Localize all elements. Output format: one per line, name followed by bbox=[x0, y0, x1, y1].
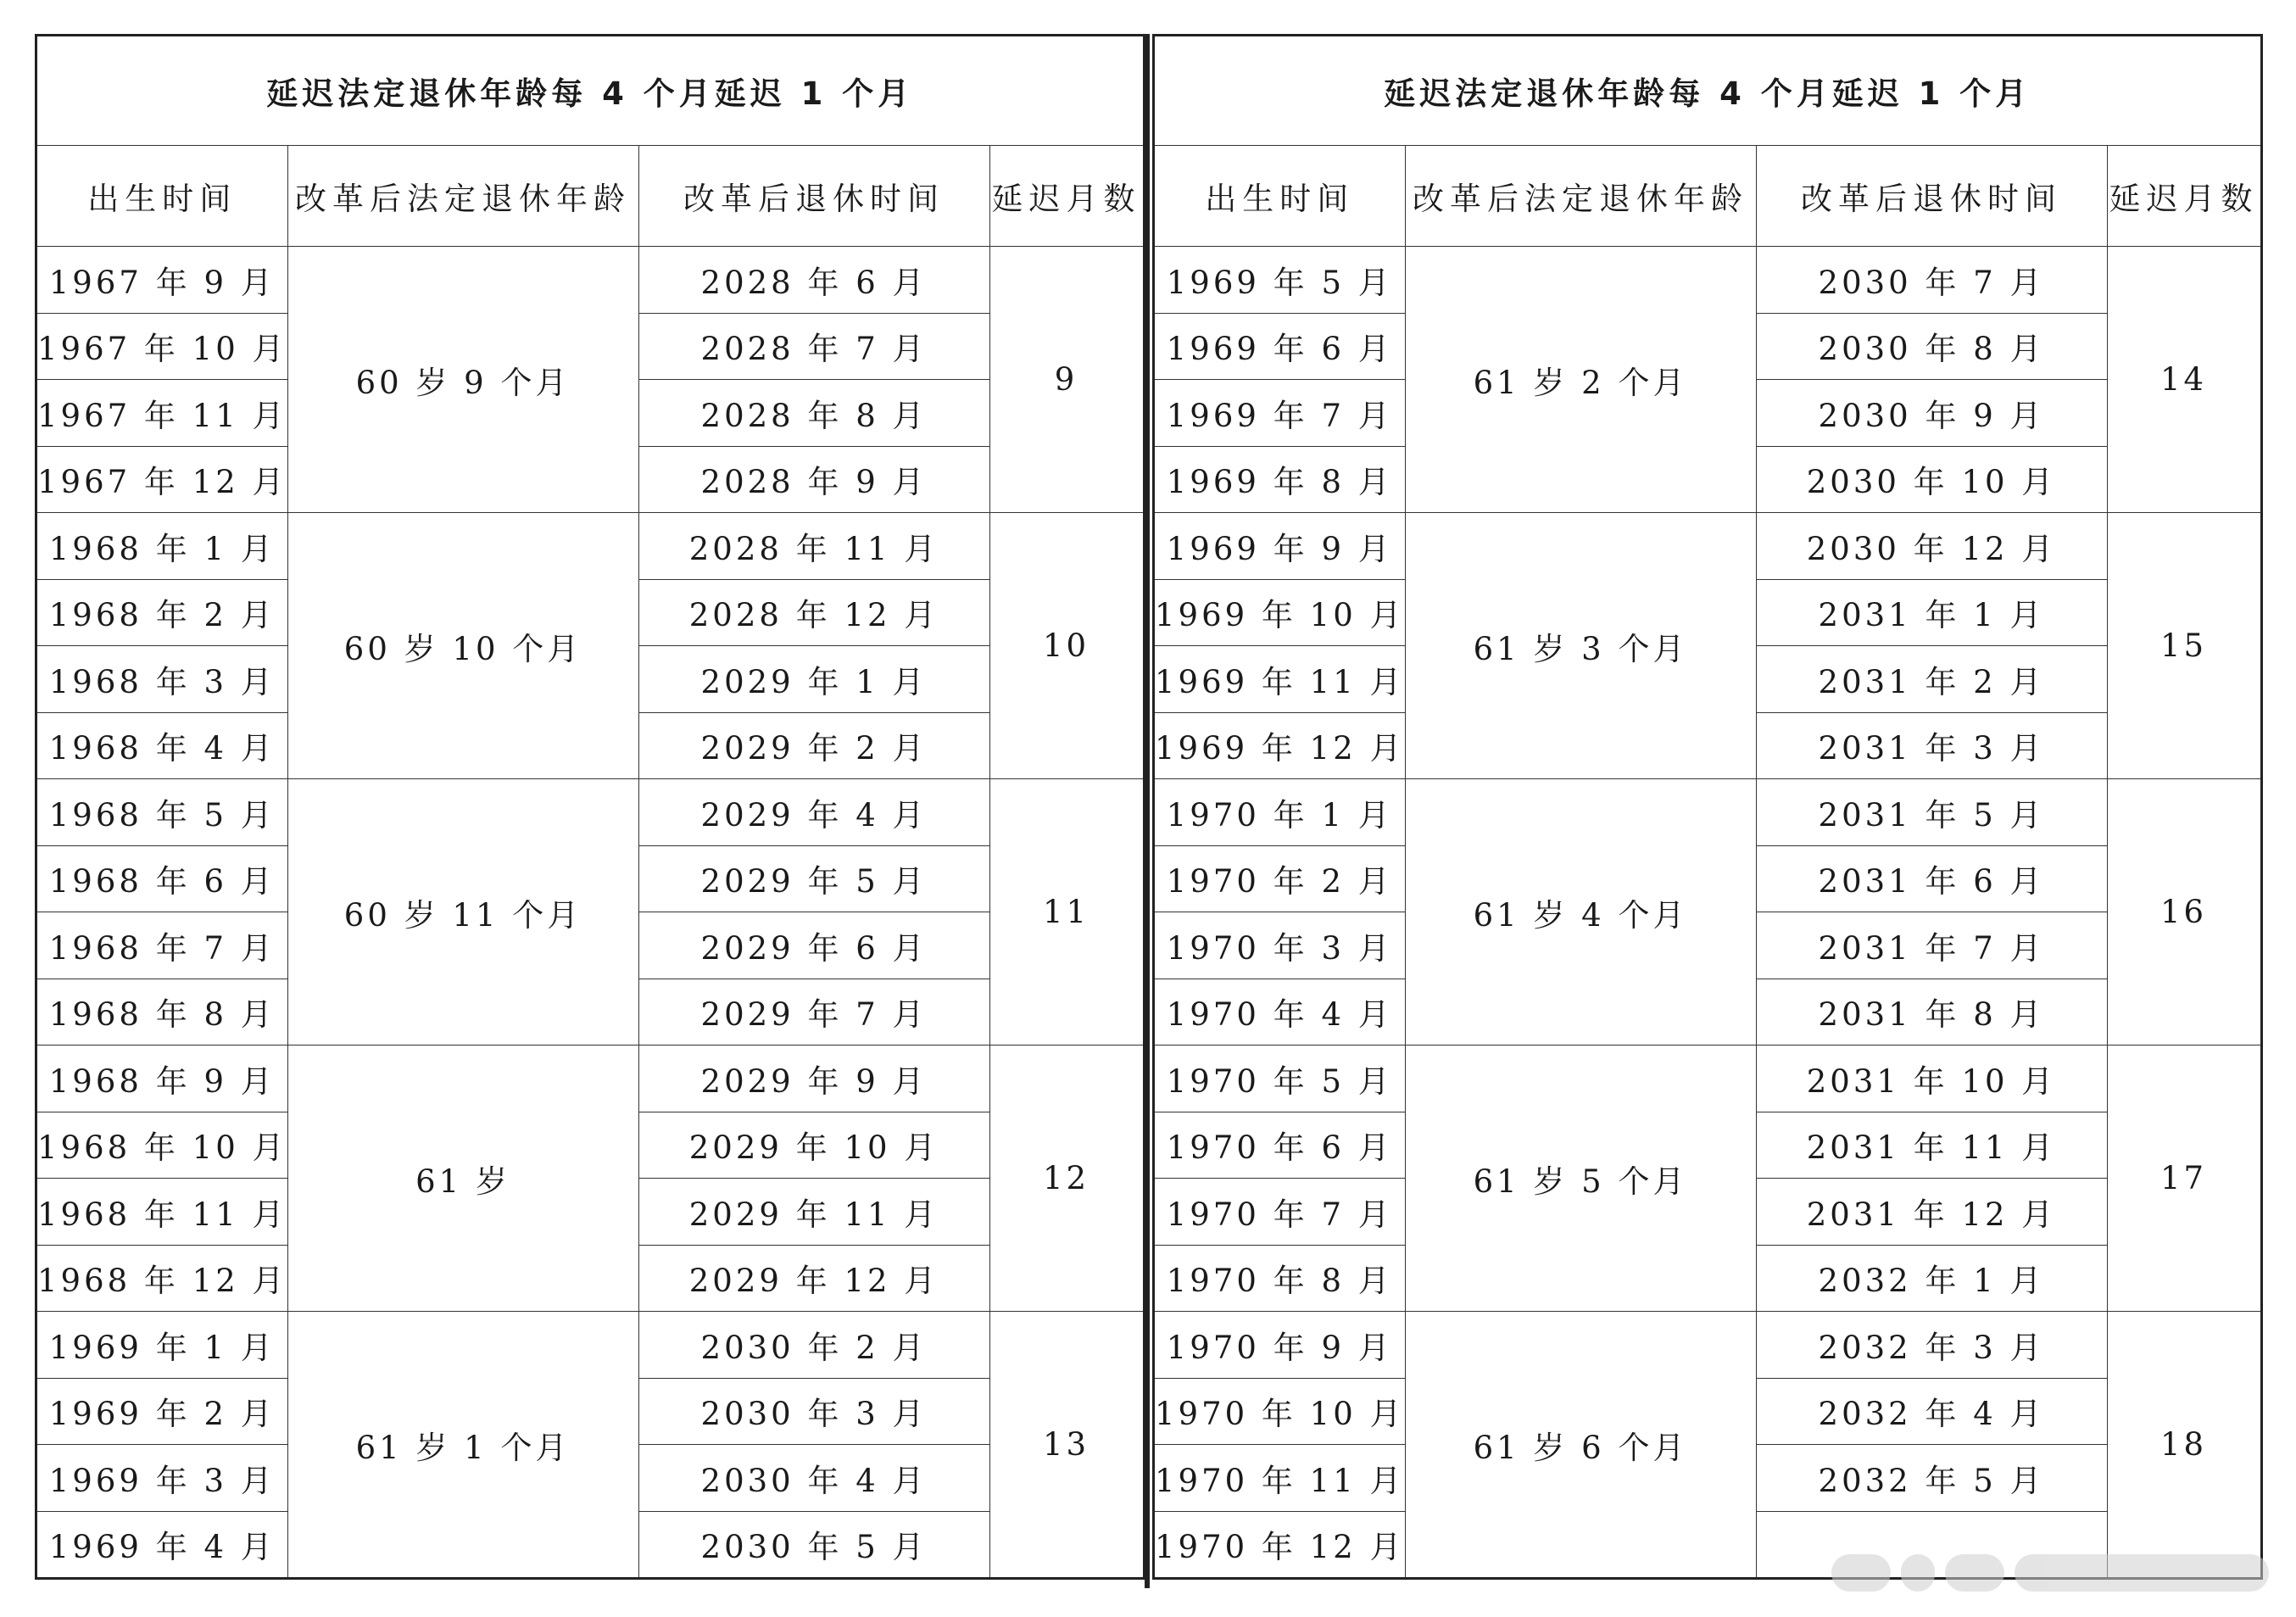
retirement-time-cell: 2029 年 7 月 bbox=[638, 979, 989, 1045]
retirement-time-cell: 2031 年 5 月 bbox=[1756, 779, 2107, 846]
retirement-age-cell: 61 岁 2 个月 bbox=[1405, 247, 1756, 513]
header-birth-time: 出生时间 bbox=[36, 146, 288, 247]
header-retirement-time: 改革后退休时间 bbox=[638, 146, 989, 247]
retirement-time-cell: 2028 年 12 月 bbox=[638, 579, 989, 646]
birth-time-cell: 1967 年 9 月 bbox=[36, 247, 288, 314]
retirement-age-cell: 61 岁 3 个月 bbox=[1405, 513, 1756, 779]
delay-months-cell: 12 bbox=[989, 1045, 1144, 1312]
retirement-time-cell: 2029 年 5 月 bbox=[638, 845, 989, 912]
birth-time-cell: 1970 年 4 月 bbox=[1154, 979, 1406, 1045]
table-row bbox=[1154, 1312, 2262, 1379]
birth-time-cell: 1968 年 11 月 bbox=[36, 1179, 288, 1246]
birth-time-cell: 1969 年 9 月 bbox=[1154, 513, 1406, 580]
header-retirement-age: 改革后法定退休年龄 bbox=[287, 146, 638, 247]
birth-time-cell: 1969 年 11 月 bbox=[1154, 646, 1406, 713]
birth-time-cell: 1970 年 6 月 bbox=[1154, 1112, 1406, 1179]
retirement-age-cell: 61 岁 4 个月 bbox=[1405, 779, 1756, 1045]
retirement-time-cell: 2032 年 4 月 bbox=[1756, 1378, 2107, 1445]
birth-time-cell: 1970 年 11 月 bbox=[1154, 1445, 1406, 1512]
retirement-time-cell: 2032 年 1 月 bbox=[1756, 1245, 2107, 1312]
birth-time-cell: 1968 年 2 月 bbox=[36, 579, 288, 646]
header-delay-months: 延迟月数 bbox=[2107, 146, 2261, 247]
birth-time-cell: 1968 年 8 月 bbox=[36, 979, 288, 1045]
table-title: 延迟法定退休年龄每 4 个月延迟 1 个月 bbox=[36, 36, 1145, 146]
retirement-time-cell: 2030 年 5 月 bbox=[638, 1511, 989, 1579]
birth-time-cell: 1969 年 6 月 bbox=[1154, 313, 1406, 380]
retirement-time-cell: 2030 年 9 月 bbox=[1756, 380, 2107, 447]
retirement-time-cell: 2028 年 9 月 bbox=[638, 446, 989, 513]
retirement-time-cell: 2030 年 2 月 bbox=[638, 1312, 989, 1379]
header-retirement-age: 改革后法定退休年龄 bbox=[1405, 146, 1756, 247]
birth-time-cell: 1970 年 8 月 bbox=[1154, 1245, 1406, 1312]
birth-time-cell: 1970 年 9 月 bbox=[1154, 1312, 1406, 1379]
retirement-age-cell: 60 岁 11 个月 bbox=[287, 779, 638, 1045]
delay-months-cell: 13 bbox=[989, 1312, 1144, 1579]
delay-months-cell: 9 bbox=[989, 247, 1144, 513]
retirement-time-cell: 2030 年 4 月 bbox=[638, 1445, 989, 1512]
retirement-time-cell: 2030 年 10 月 bbox=[1756, 446, 2107, 513]
retirement-time-cell: 2030 年 8 月 bbox=[1756, 313, 2107, 380]
retirement-time-cell: 2031 年 11 月 bbox=[1756, 1112, 2107, 1179]
retirement-time-cell: 2029 年 6 月 bbox=[638, 912, 989, 979]
retirement-time-cell: 2029 年 1 月 bbox=[638, 646, 989, 713]
table-row bbox=[36, 779, 1145, 846]
table-row bbox=[1154, 513, 2262, 580]
delay-months-cell: 14 bbox=[2107, 247, 2261, 513]
retirement-age-cell: 61 岁 1 个月 bbox=[287, 1312, 638, 1579]
retirement-time-cell: 2031 年 7 月 bbox=[1756, 912, 2107, 979]
retirement-time-cell: 2031 年 6 月 bbox=[1756, 845, 2107, 912]
birth-time-cell: 1970 年 10 月 bbox=[1154, 1378, 1406, 1445]
table-row bbox=[36, 1312, 1145, 1379]
birth-time-cell: 1969 年 7 月 bbox=[1154, 380, 1406, 447]
birth-time-cell: 1968 年 7 月 bbox=[36, 912, 288, 979]
birth-time-cell: 1969 年 12 月 bbox=[1154, 712, 1406, 779]
retirement-time-cell: 2029 年 2 月 bbox=[638, 712, 989, 779]
retirement-time-cell: 2029 年 4 月 bbox=[638, 779, 989, 846]
birth-time-cell: 1969 年 2 月 bbox=[36, 1378, 288, 1445]
birth-time-cell: 1970 年 3 月 bbox=[1154, 912, 1406, 979]
header-birth-time: 出生时间 bbox=[1154, 146, 1406, 247]
retirement-time-cell: 2029 年 9 月 bbox=[638, 1045, 989, 1112]
retirement-age-cell: 60 岁 9 个月 bbox=[287, 247, 638, 513]
retirement-time-cell: 2031 年 1 月 bbox=[1756, 579, 2107, 646]
birth-time-cell: 1967 年 10 月 bbox=[36, 313, 288, 380]
header-delay-months: 延迟月数 bbox=[989, 146, 1144, 247]
birth-time-cell: 1968 年 1 月 bbox=[36, 513, 288, 580]
retirement-time-cell: 2031 年 10 月 bbox=[1756, 1045, 2107, 1112]
birth-time-cell: 1967 年 12 月 bbox=[36, 446, 288, 513]
table-title: 延迟法定退休年龄每 4 个月延迟 1 个月 bbox=[1154, 36, 2262, 146]
table-row bbox=[36, 1045, 1145, 1112]
watermark-logo bbox=[1831, 1543, 2272, 1603]
header-retirement-time: 改革后退休时间 bbox=[1756, 146, 2107, 247]
delay-months-cell: 11 bbox=[989, 779, 1144, 1045]
retirement-time-cell: 2028 年 8 月 bbox=[638, 380, 989, 447]
delay-months-cell: 17 bbox=[2107, 1045, 2261, 1312]
retirement-time-cell: 2030 年 12 月 bbox=[1756, 513, 2107, 580]
retirement-time-cell: 2032 年 3 月 bbox=[1756, 1312, 2107, 1379]
birth-time-cell: 1970 年 5 月 bbox=[1154, 1045, 1406, 1112]
retirement-table-left bbox=[35, 34, 1145, 1580]
delay-months-cell: 10 bbox=[989, 513, 1144, 779]
birth-time-cell: 1969 年 10 月 bbox=[1154, 579, 1406, 646]
retirement-table-right bbox=[1152, 34, 2263, 1580]
retirement-time-cell: 2031 年 8 月 bbox=[1756, 979, 2107, 1045]
birth-time-cell: 1968 年 12 月 bbox=[36, 1245, 288, 1312]
retirement-time-cell: 2031 年 3 月 bbox=[1756, 712, 2107, 779]
retirement-time-cell: 2028 年 7 月 bbox=[638, 313, 989, 380]
retirement-age-cell: 61 岁 5 个月 bbox=[1405, 1045, 1756, 1312]
table-row bbox=[1154, 247, 2262, 314]
birth-time-cell: 1969 年 1 月 bbox=[36, 1312, 288, 1379]
table-divider bbox=[1145, 34, 1150, 1588]
retirement-age-cell: 60 岁 10 个月 bbox=[287, 513, 638, 779]
table-body bbox=[36, 247, 1145, 1579]
birth-time-cell: 1968 年 5 月 bbox=[36, 779, 288, 846]
birth-time-cell: 1969 年 4 月 bbox=[36, 1511, 288, 1579]
birth-time-cell: 1970 年 2 月 bbox=[1154, 845, 1406, 912]
table-row bbox=[36, 513, 1145, 580]
birth-time-cell: 1968 年 9 月 bbox=[36, 1045, 288, 1112]
table-row bbox=[36, 247, 1145, 314]
retirement-time-cell: 2028 年 11 月 bbox=[638, 513, 989, 580]
birth-time-cell: 1968 年 3 月 bbox=[36, 646, 288, 713]
retirement-time-cell: 2032 年 5 月 bbox=[1756, 1445, 2107, 1512]
birth-time-cell: 1969 年 5 月 bbox=[1154, 247, 1406, 314]
table-row bbox=[1154, 1045, 2262, 1112]
birth-time-cell: 1970 年 1 月 bbox=[1154, 779, 1406, 846]
birth-time-cell: 1970 年 7 月 bbox=[1154, 1179, 1406, 1246]
birth-time-cell: 1969 年 8 月 bbox=[1154, 446, 1406, 513]
birth-time-cell: 1969 年 3 月 bbox=[36, 1445, 288, 1512]
birth-time-cell: 1970 年 12 月 bbox=[1154, 1511, 1406, 1579]
delay-months-cell: 18 bbox=[2107, 1312, 2261, 1579]
retirement-time-cell: 2028 年 6 月 bbox=[638, 247, 989, 314]
retirement-time-cell: 2031 年 12 月 bbox=[1756, 1179, 2107, 1246]
birth-time-cell: 1968 年 4 月 bbox=[36, 712, 288, 779]
birth-time-cell: 1968 年 10 月 bbox=[36, 1112, 288, 1179]
retirement-age-cell: 61 岁 6 个月 bbox=[1405, 1312, 1756, 1579]
retirement-time-cell: 2031 年 2 月 bbox=[1756, 646, 2107, 713]
retirement-time-cell: 2030 年 7 月 bbox=[1756, 247, 2107, 314]
retirement-time-cell: 2029 年 11 月 bbox=[638, 1179, 989, 1246]
retirement-age-cell: 61 岁 bbox=[287, 1045, 638, 1312]
retirement-time-cell: 2029 年 10 月 bbox=[638, 1112, 989, 1179]
table-body bbox=[1154, 247, 2262, 1579]
birth-time-cell: 1967 年 11 月 bbox=[36, 380, 288, 447]
retirement-time-cell: 2030 年 3 月 bbox=[638, 1378, 989, 1445]
table-row bbox=[1154, 779, 2262, 846]
retirement-time-cell: 2029 年 12 月 bbox=[638, 1245, 989, 1312]
birth-time-cell: 1968 年 6 月 bbox=[36, 845, 288, 912]
delay-months-cell: 16 bbox=[2107, 779, 2261, 1045]
delay-months-cell: 15 bbox=[2107, 513, 2261, 779]
